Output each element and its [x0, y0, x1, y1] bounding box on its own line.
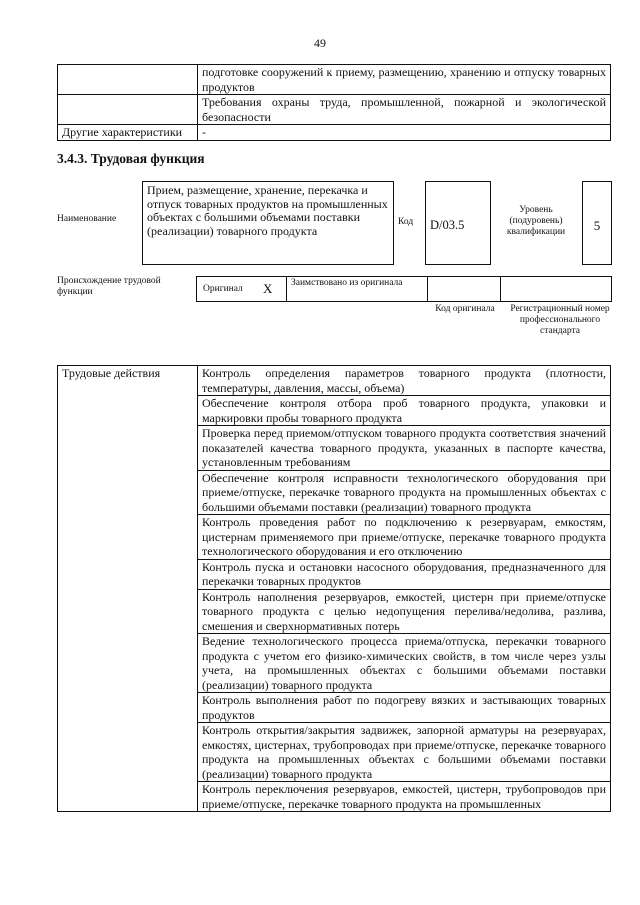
table-row: [58, 65, 611, 95]
top-characteristics-table: [57, 64, 611, 141]
labor-action-item: Контроль проведения работ по подключению к резервуарам, емкостям, цистернам применяемого при приеме/отпуске, перекачке товарного продукта технологического оборудования и его отключению: [198, 515, 611, 560]
registration-number-cell: [500, 276, 612, 302]
row-text: подготовке сооружений к приему, размещению, хранению и отпуску товарных продуктов: [198, 65, 611, 95]
table-row: [58, 95, 611, 125]
function-name-box: Прием, размещение, хранение, перекачка и отпуск товарных продуктов на промышленных объектах с большими объемами поставки (реализации) товарного продукта: [142, 181, 394, 265]
labor-actions-label: Трудовые действия: [58, 366, 198, 812]
code-label: Код: [398, 217, 414, 227]
labor-action-item: Контроль пуска и остановки насосного оборудования, предназначенного для перекачки товарных продуктов: [198, 559, 611, 589]
borrowed-label: Заимствовано из оригинала: [291, 278, 403, 288]
qualification-level-box: 5: [582, 181, 612, 265]
original-mark: X: [263, 281, 273, 296]
registration-number-caption: Регистрационный номер профессионального стандарта: [510, 304, 610, 336]
original-code-caption: Код оригинала: [435, 304, 495, 314]
row-label: Другие характеристики: [58, 125, 198, 141]
original-cell: [196, 276, 287, 302]
row-label: [58, 95, 198, 125]
row-label: [58, 65, 198, 95]
origin-label: Происхождение трудовой функции: [57, 276, 161, 297]
labor-action-item: Обеспечение контроля исправности технологического оборудования при приеме/отпуске, перекачке товарного продукта на промышленных объектах с большими объемами поставки (реализации) товарного продукта: [198, 470, 611, 515]
section-title: 3.4.3. Трудовая функция: [57, 151, 205, 166]
name-label: Наименование: [57, 214, 117, 224]
labor-action-item: Обеспечение контроля отбора проб товарного продукта, упаковки и маркировки пробы товарного продукта: [198, 396, 611, 426]
labor-action-item: Контроль наполнения резервуаров, емкостей, цистерн при приеме/отпуске товарного продукта с целью недопущения перелива/недолива, разлива, смешения и сверхнормативных потерь: [198, 589, 611, 634]
labor-action-item: Проверка перед приемом/отпуском товарного продукта соответствия значений показателей качества товарного продукта, указанных в паспорте качества, установленным требованиям: [198, 426, 611, 471]
labor-action-item: Контроль переключения резервуаров, емкостей, цистерн, трубопроводов при приеме/отпуске, перекачке товарного продукта на промышленных: [198, 782, 611, 812]
original-label: Оригинал: [203, 284, 243, 294]
row-text: Требования охраны труда, промышленной, пожарной и экологической безопасности: [198, 95, 611, 125]
original-code-cell: [427, 276, 501, 302]
labor-action-item: Контроль выполнения работ по подогреву вязких и застывающих товарных продуктов: [198, 693, 611, 723]
labor-action-item: Контроль определения параметров товарного продукта (плотности, температуры, давления, массы, объема): [198, 366, 611, 396]
labor-actions-table: [57, 365, 611, 812]
table-row: [58, 366, 611, 396]
page-number: 49: [314, 36, 326, 50]
origin-row: [196, 276, 612, 302]
table-row: [58, 125, 611, 141]
borrowed-cell: [286, 276, 428, 302]
qualification-level-label: Уровень (подуровень) квалификации: [506, 205, 566, 237]
labor-action-item: Контроль открытия/закрытия задвижек, запорной арматуры на резервуарах, емкостях, цистернах, трубопроводах при приеме/отпуске, перекачке товарного продукта на промышленных объектах с большими объемами поставки (реализации) товарного продукта: [198, 723, 611, 782]
row-text: -: [198, 125, 611, 141]
labor-action-item: Ведение технологического процесса приема/отпуска, перекачки товарного продукта с учетом его физико-химических свойств, в том числе через узлы учета, на промышленных объектах с большими объемами поставки (реализации) товарного продукта: [198, 634, 611, 693]
function-code-box: D/03.5: [425, 181, 491, 265]
